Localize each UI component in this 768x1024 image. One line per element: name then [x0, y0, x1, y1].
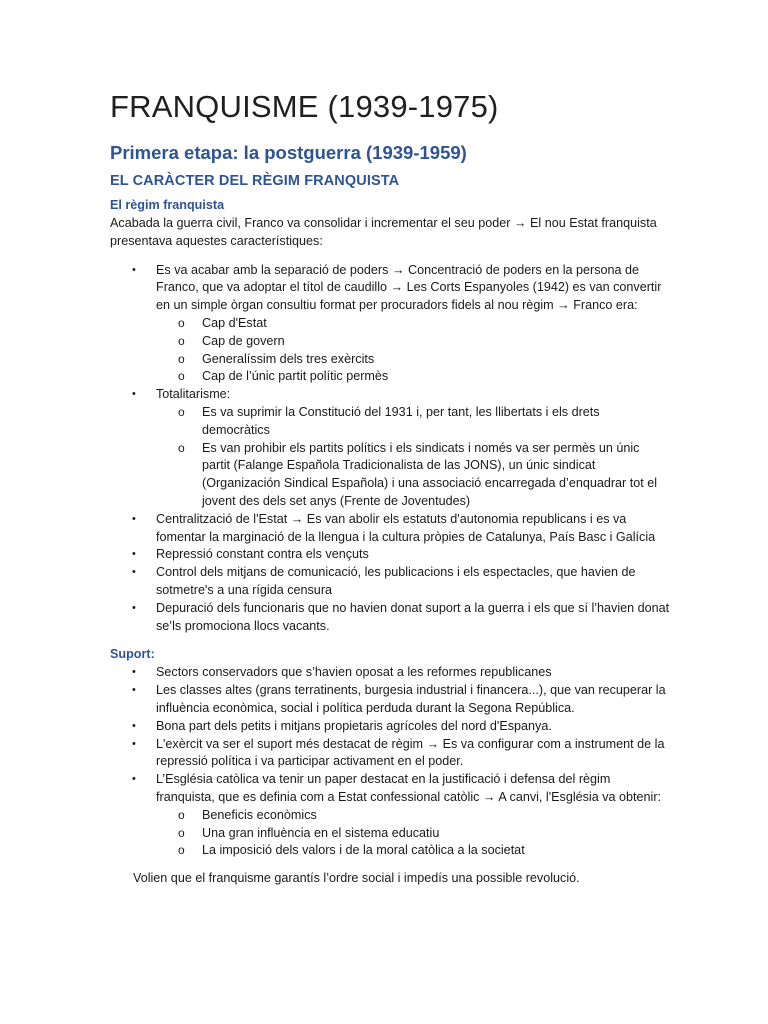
circle-bullet-icon: o	[178, 333, 185, 348]
list-item-text: Sectors conservadors que s’havien oposat a les reformes republicanes	[156, 665, 552, 680]
section-heading: Primera etapa: la postguerra (1939-1959)	[110, 142, 467, 163]
bullet-icon: •	[132, 263, 136, 276]
list-item	[110, 664, 670, 682]
circle-bullet-icon: o	[178, 440, 185, 455]
bullet-icon: •	[132, 388, 136, 401]
sub-list-item-text: Cap de govern	[202, 333, 285, 348]
list-item-text: Bona part dels petits i mitjans propietaris agrícoles del nord d'Espanya.	[156, 718, 552, 733]
list-item-text: Centralització de l'Estat → Es van abolir els estatuts d'autonomia republicans i es va fomentar la marginació de la llengua i la cultura pròpies de Catalunya, País Basc i Galícia	[156, 511, 656, 544]
intro-paragraph: Acabada la guerra civil, Franco va consolidar i incrementar el seu poder → El nou Estat franquista presentava aquestes característiques:	[110, 216, 657, 248]
bullet-icon: •	[132, 601, 136, 614]
sub-list-item-text: Es va suprimir la Constitució del 1931 i, per tant, les llibertats i els drets democràtics	[202, 404, 600, 437]
subsection-heading: EL CARÀCTER DEL RÈGIM FRANQUISTA	[110, 173, 400, 189]
list-item	[110, 600, 670, 636]
list-item	[110, 718, 670, 736]
list-item-text: Les classes altes (grans terratinents, burgesia industrial i financera...), que van recuperar la influència econòmica, social i política perduda durant la Segona República.	[156, 683, 666, 715]
sub-list-item-text: La imposició dels valors i de la moral catòlica a la societat	[202, 843, 525, 858]
sub-list-item	[156, 368, 670, 386]
sub-list-item	[156, 807, 670, 825]
sub-list-item	[156, 315, 670, 333]
bullet-icon: •	[132, 566, 136, 579]
document-page	[110, 86, 670, 900]
list-item-text: L'exèrcit va ser el suport més destacat de règim → Es va configurar com a instrument de la repressió política i va participar activament en el poder.	[156, 736, 665, 769]
list-item	[110, 736, 670, 772]
sub-list-item-text: Es van prohibir els partits polítics i els sindicats i només va ser permès un únic partit (Falange Española Tradicionalista de las JONS), un únic sindicat (Organización Sindical Española) i una associació encarregada d’enquadrar tot el jovent des dels set anys (Frente de Joventudes)	[202, 440, 658, 508]
list-item	[110, 564, 670, 600]
sub-list-item	[156, 404, 670, 440]
circle-bullet-icon: o	[178, 825, 185, 840]
list-item-text: Repressió constant contra els vençuts	[156, 547, 369, 562]
topic-heading: El règim franquista	[110, 198, 225, 212]
sub-list-item	[156, 351, 670, 369]
circle-bullet-icon: o	[178, 807, 185, 822]
list-item-text: Es va acabar amb la separació de poders → Concentració de poders en la persona de Franco, que va adoptar el títol de caudillo → Les Corts Espanyoles (1942) es van convertir en un simple òrgan consultiu format per procuradors fidels al nou règim → Franco era:	[156, 262, 662, 313]
sub-list-item	[156, 825, 670, 843]
closing-paragraph: Volien que el franquisme garantís l’ordre social i impedís una possible revolució.	[133, 871, 580, 886]
circle-bullet-icon: o	[178, 369, 185, 384]
bullet-icon: •	[132, 666, 136, 679]
bullet-icon: •	[132, 548, 136, 561]
support-list	[110, 664, 670, 860]
document-title: FRANQUISME (1939-1975)	[110, 89, 499, 124]
sub-list-item-text: Beneficis econòmics	[202, 807, 317, 822]
bullet-icon: •	[132, 512, 136, 525]
sub-list-item-text: Una gran influència en el sistema educatiu	[202, 825, 440, 840]
sub-list	[156, 315, 670, 386]
list-item	[110, 546, 670, 564]
sub-list	[156, 404, 670, 511]
sub-list-item	[156, 333, 670, 351]
sub-list	[156, 807, 670, 860]
bullet-icon: •	[132, 737, 136, 750]
list-item	[110, 511, 670, 547]
list-item-text: Totalitarisme:	[156, 387, 231, 402]
sub-list-item	[156, 842, 670, 860]
list-item	[110, 262, 670, 387]
sub-list-item-text: Cap d'Estat	[202, 315, 267, 330]
circle-bullet-icon: o	[178, 843, 185, 858]
sub-list-item-text: Generalíssim dels tres exèrcits	[202, 351, 375, 366]
list-item-text: Control dels mitjans de comunicació, les publicacions i els espectacles, que havien de sotmetre's a una rígida censura	[156, 565, 636, 597]
features-list	[110, 262, 670, 636]
bullet-icon: •	[132, 719, 136, 732]
sub-list-item-text: Cap de l’únic partit polític permès	[202, 369, 389, 384]
list-item	[110, 682, 670, 718]
list-item-text: L’Església catòlica va tenir un paper destacat en la justificació i defensa del règim franquista, que es definia com a Estat confessional catòlic → A canvi, l'Església va obtenir:	[156, 772, 662, 804]
list-item	[110, 386, 670, 511]
sub-list-item	[156, 440, 670, 511]
support-heading: Suport:	[110, 647, 155, 662]
circle-bullet-icon: o	[178, 315, 185, 330]
bullet-icon: •	[132, 773, 136, 786]
circle-bullet-icon: o	[178, 404, 185, 419]
bullet-icon: •	[132, 684, 136, 697]
circle-bullet-icon: o	[178, 351, 185, 366]
list-item-text: Depuració dels funcionaris que no havien donat suport a la guerra i els que sí l’havien donat se’ls promociona llocs vacants.	[156, 600, 670, 633]
list-item	[110, 771, 670, 860]
